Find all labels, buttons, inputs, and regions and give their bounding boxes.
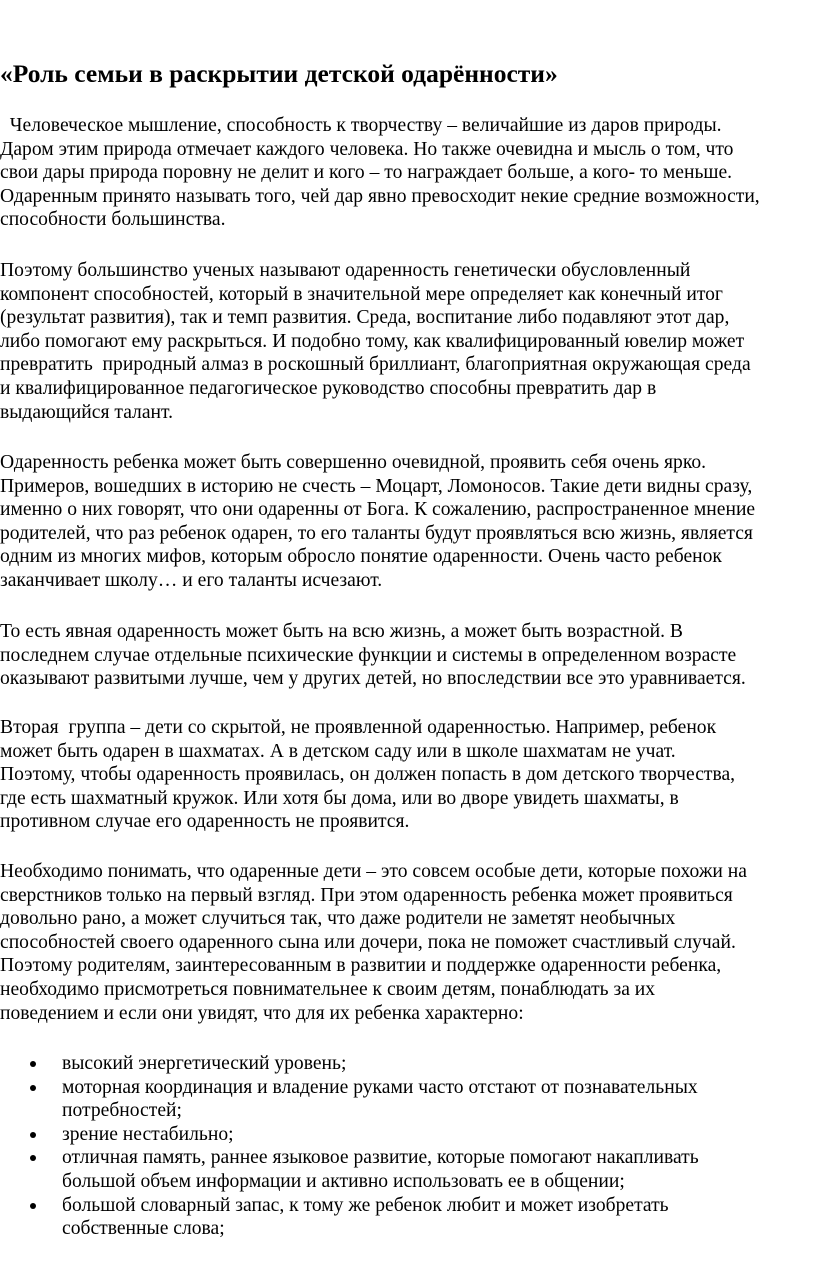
list-item [0, 1076, 816, 1123]
bullet-dot-icon [30, 1155, 36, 1161]
paragraph-line: Одаренным принято называть того, чей дар явно превосходит некие средние возможности, [0, 185, 760, 207]
document-title: «Роль семьи в раскрытии детской одарённости» [0, 59, 558, 88]
paragraph-line: либо помогают ему раскрыться. И подобно тому, как квалифицированный ювелир может [0, 330, 745, 352]
paragraph-line: необходимо присмотреться повнимательнее к своим детям, понаблюдать за их [0, 978, 656, 1000]
paragraph-line: Вторая группа – дети со скрытой, не проявленной одаренностью. Например, ребенок [0, 717, 717, 738]
list-item [0, 1052, 816, 1076]
paragraph-line: Поэтому большинство ученых называют одаренность генетически обусловленный [0, 260, 691, 281]
bullet-dot-icon [30, 1203, 36, 1209]
paragraph-line: сверстников только на первый взгляд. При этом одаренность ребенка может проявиться [0, 884, 733, 906]
paragraph-line: и квалифицированное педагогическое руководство способны превратить дар в [0, 377, 657, 399]
paragraph-line: поведением и если они увидят, что для их ребенка характерно: [0, 1002, 524, 1024]
paragraph-line: (результат развития), так и темп развития. Среда, воспитание либо подавляют этот дар, [0, 307, 730, 329]
paragraph-line: То есть явная одаренность может быть на всю жизнь, а может быть возрастной. В [0, 621, 683, 642]
list-item-text: отличная память, раннее языковое развитие, которые помогают накапливать [62, 1147, 699, 1169]
list-item-text: большой словарный запас, к тому же ребенок любит и может изобретать [62, 1194, 669, 1216]
paragraph-line: Примеров, вошедших в историю не счесть – Моцарт, Ломоносов. Такие дети видны сразу, [0, 475, 753, 497]
paragraph-line: последнем случае отдельные психические функции и системы в определенном возрасте [0, 644, 737, 666]
paragraph-line: Одаренность ребенка может быть совершенно очевидной, проявить себя очень ярко. [0, 452, 707, 473]
paragraph-line: Поэтому родителям, заинтересованным в развитии и поддержке одаренности ребенка, [0, 955, 722, 977]
bullet-dot-icon [30, 1085, 36, 1091]
list-item [0, 1194, 816, 1241]
paragraph-line: Необходимо понимать, что одаренные дети – это совсем особые дети, которые похожи на [0, 861, 747, 882]
paragraph-line: способности большинства. [0, 209, 226, 231]
paragraph-line: выдающийся талант. [0, 401, 174, 423]
bullet-dot-icon [30, 1132, 36, 1138]
paragraph-line: оказывают развитыми лучше, чем у других детей, но впоследствии все это уравнивается. [0, 668, 746, 690]
paragraph-line: способностей своего одаренного сына или дочери, пока не поможет счастливый случай. [0, 931, 736, 953]
paragraph-line: именно о них говорят, что они одаренны от Бога. К сожалению, распространенное мнение [0, 499, 756, 521]
bullet-list [0, 1052, 816, 1241]
list-item [0, 1123, 816, 1147]
paragraph-2 [0, 259, 816, 424]
list-item-text: зрение нестабильно; [62, 1123, 234, 1145]
paragraph-line: Человеческое мышление, способность к творчеству – величайшие из даров природы. [0, 115, 722, 136]
paragraph-5 [0, 716, 816, 834]
paragraph-line: заканчивает школу… и его таланты исчезают. [0, 569, 383, 591]
paragraph-line: компонент способностей, который в значительной мере определяет как конечный итог [0, 283, 723, 305]
list-item-text: высокий энергетический уровень; [62, 1053, 347, 1074]
paragraph-line: свои дары природа поровну не делит и кого – то награждает больше, а кого- то меньше. [0, 162, 733, 184]
paragraph-line: довольно рано, а может случиться так, что даже родители не заметят необычных [0, 908, 676, 930]
paragraph-line: одним из многих мифов, которым обросло понятие одаренности. Очень часто ребенок [0, 546, 722, 568]
list-item [0, 1146, 816, 1193]
list-item-text: большой объем информации и активно использовать ее в общении; [62, 1170, 625, 1192]
paragraph-6 [0, 860, 816, 1025]
paragraph-3 [0, 451, 816, 593]
list-item-text: собственные слова; [62, 1218, 225, 1240]
paragraph-line: родителей, что раз ребенок одарен, то его таланты будут проявляться всю жизнь, является [0, 522, 753, 544]
paragraph-line: Поэтому, чтобы одаренность проявилась, он должен попасть в дом детского творчества, [0, 764, 736, 786]
paragraph-line: может быть одарен в шахматах. А в детском саду или в школе шахматам не учат. [0, 740, 676, 762]
paragraph-line: где есть шахматный кружок. Или хотя бы дома, или во дворе увидеть шахматы, в [0, 787, 679, 809]
bullet-dot-icon [30, 1061, 36, 1067]
list-item-text: потребностей; [62, 1100, 182, 1122]
paragraph-line: превратить природный алмаз в роскошный бриллиант, благоприятная окружающая среда [0, 354, 751, 376]
paragraph-4 [0, 620, 816, 691]
paragraph-line: противном случае его одаренность не проявится. [0, 811, 410, 833]
list-item-text: моторная координация и владение руками часто отстают от познавательных [62, 1076, 698, 1098]
paragraph-line: Даром этим природа отмечает каждого человека. Но также очевидна и мысль о том, что [0, 138, 734, 160]
paragraph-1 [0, 114, 816, 232]
